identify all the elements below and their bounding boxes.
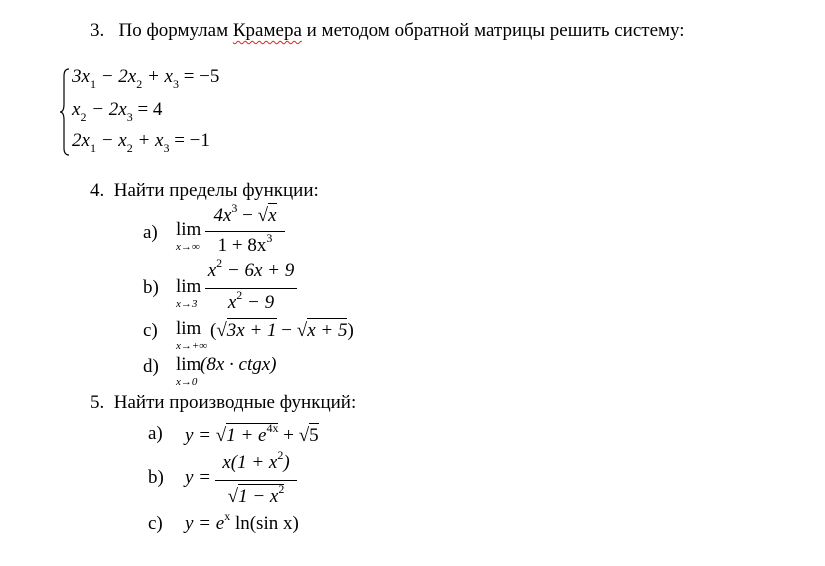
derivative-b-fraction xyxy=(215,448,297,512)
task3-number: 3. xyxy=(90,20,105,41)
task5-number: 5. xyxy=(90,392,105,413)
limit-b-fraction xyxy=(205,256,297,320)
derivative-c-expression: $y = e^x$ ln(sin x) xyxy=(185,509,299,534)
task5-heading xyxy=(90,392,356,414)
limit-d-label: d) xyxy=(143,356,159,377)
task5-title: Найти производные функций: xyxy=(113,392,357,413)
derivative-b-denominator: $√1 - x^2$ xyxy=(227,482,285,507)
task3-title-before: По формулам xyxy=(118,20,233,41)
task4-heading xyxy=(90,180,319,202)
derivative-b-numerator: $x(1 + x^2)$ xyxy=(222,448,290,473)
limit-c-expression: (√3x + 1 − √x + 5) xyxy=(210,320,354,341)
derivative-c-label: c) xyxy=(148,513,163,534)
limit-b-label: b) xyxy=(143,277,159,298)
task3-title-after: и методом обратной матрицы решить систему: xyxy=(301,20,685,41)
limit-c-label: c) xyxy=(143,320,158,341)
limit-b-numerator: $x^2 - 6x + 9$ xyxy=(207,256,295,281)
task3-title-link: Крамера xyxy=(232,20,302,41)
limit-a-denominator: $1 + 8x^3$ xyxy=(217,231,273,256)
limit-a-label: a) xyxy=(143,222,158,243)
system-eq1: $3x_1 - 2x_2 + x_3 = -5$ xyxy=(72,66,220,91)
limit-a-fraction xyxy=(205,203,285,263)
system-brace xyxy=(60,68,70,156)
limit-b-denominator: $x^2 - 9$ xyxy=(227,288,275,313)
limit-d-expression: (8x · ctgx) xyxy=(200,354,277,375)
limit-a-numerator: $4x^3 - √x$ xyxy=(213,201,277,226)
task4-number: 4. xyxy=(90,180,105,201)
derivative-a-label: a) xyxy=(148,423,163,444)
system-eq3: $2x_1 - x_2 + x_3 = -1$ xyxy=(72,130,210,155)
derivative-a-expression: $y = √1 + e^{4x} + √5$ xyxy=(185,421,319,446)
system-eq2: $x_2 - 2x_3 = 4$ xyxy=(72,99,163,124)
derivative-b-label: b) xyxy=(148,467,164,488)
derivative-b-lhs: y = xyxy=(185,467,212,488)
task4-title: Найти пределы функции: xyxy=(113,180,319,201)
task3-heading xyxy=(90,20,685,42)
